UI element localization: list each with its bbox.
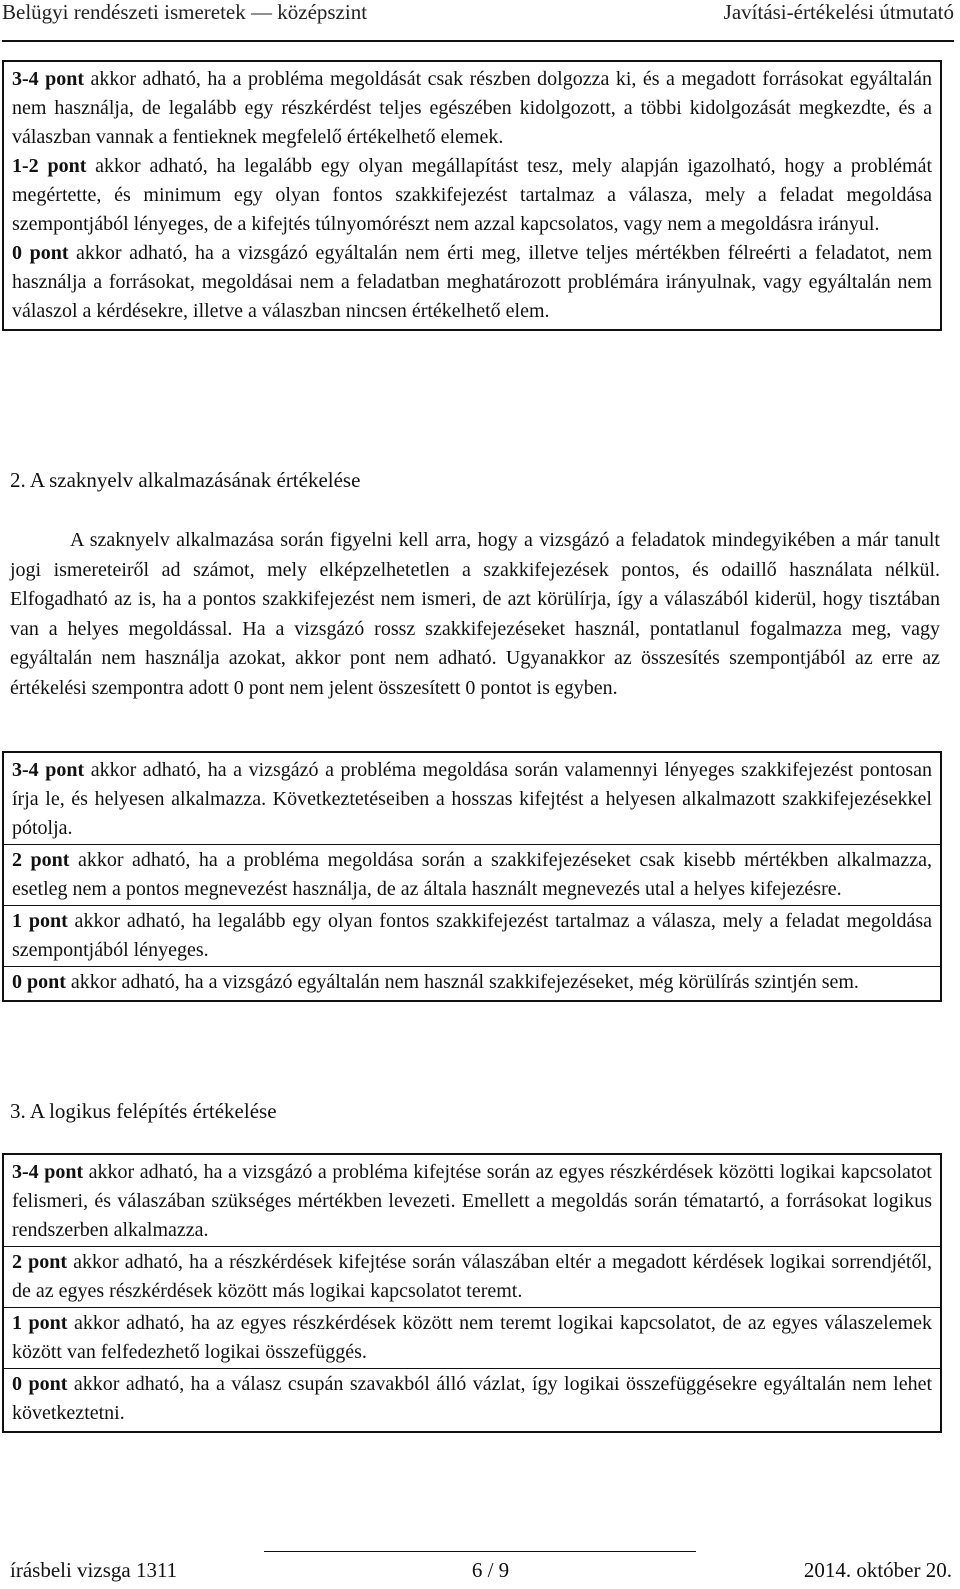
section-2-heading: 2. A szaknyelv alkalmazásának értékelése	[10, 468, 361, 492]
criterion-text: akkor adható, ha legalább egy olyan fontos szakkifejezést tartalmaz a válasza, mely a feladat megoldása szempontjából lényeges.	[12, 910, 932, 961]
criterion-text: akkor adható, ha a vizsgázó egyáltalán nem érti meg, illetve teljes mértékben félreérti a feladatot, nem használja a forrásokat, megoldásai nem a feladatban meghatározott problémára irányulnak, vagy egyáltalán nem válaszol a kérdésekre, illetve a válaszban nincsen értékelhető elem.	[12, 242, 932, 322]
footer-exam-id: írásbeli vizsga 1311	[10, 1558, 178, 1582]
section-3-heading: 3. A logikus felépítés értékelése	[10, 1099, 277, 1123]
points-label: 1 pont	[12, 910, 68, 932]
points-label: 1-2 pont	[12, 155, 87, 177]
header-subject: Belügyi rendészeti ismeretek — középszint	[2, 0, 368, 24]
criterion-row	[12, 907, 932, 965]
criterion-row	[12, 1158, 932, 1245]
criterion-row	[12, 756, 932, 843]
criterion-text: akkor adható, ha a válasz csupán szavakból álló vázlat, így logikai összefüggésekre egyáltalán nem lehet következtetni.	[12, 1373, 933, 1424]
criterion-text: akkor adható, ha a probléma megoldása során a szakkifejezéseket csak kisebb mértékben alkalmazza, esetleg nem a pontos megnevezést használja, de az általa használt megnevezés utal a helyes kifejezésre.	[12, 849, 933, 900]
row-divider	[4, 1368, 940, 1369]
criterion-text: akkor adható, ha a vizsgázó egyáltalán nem használ szakkifejezéseket, még körülírás szintjén sem.	[65, 971, 859, 993]
criterion-text: akkor adható, ha a vizsgázó a probléma kifejtése során az egyes részkérdések közötti logikai kapcsolatot felismeri, és válaszában szükséges mértékben levezeti. Emellett a megoldás során tématartó, a forrásokat logikus rendszerben alkalmazza.	[12, 1161, 932, 1241]
criterion-row	[12, 65, 932, 152]
points-label: 3-4 pont	[12, 68, 85, 90]
criterion-text: akkor adható, ha a vizsgázó a probléma megoldása során valamennyi lényeges szakkifejezést pontosan írja le, és helyesen alkalmazza. Következtetéseiben a hosszas kifejtést a helyesen alkalmazott szakkifejezésekkel pótolja.	[12, 759, 932, 839]
row-divider	[4, 905, 940, 906]
criterion-row	[12, 846, 932, 904]
header-doc-type: Javítási-értékelési útmutató	[723, 0, 954, 24]
criterion-row	[12, 1370, 932, 1428]
points-label: 0 pont	[12, 1373, 68, 1395]
points-label: 3-4 pont	[12, 1161, 84, 1183]
criterion-row	[12, 968, 932, 997]
criterion-row	[12, 239, 932, 326]
points-label: 1 pont	[12, 1312, 68, 1334]
criterion-text: akkor adható, ha a probléma megoldását csak részben dolgozza ki, és a megadott forrásokat egyáltalán nem használja, de legalább egy részkérdést teljes egészében kidolgozott, a többi kidolgozását megkezdte, és a válaszban vannak a fentieknek megfelelő értékelhető elemek.	[12, 68, 932, 148]
points-label: 0 pont	[12, 242, 69, 264]
section-2-intro	[10, 526, 940, 703]
footer-divider	[264, 1551, 696, 1552]
header-divider	[2, 40, 954, 42]
row-divider	[4, 844, 940, 845]
page-footer	[10, 1558, 952, 1583]
criteria-box-1	[2, 60, 942, 331]
criteria-box-2	[2, 751, 942, 1002]
section-2-paragraph: A szaknyelv alkalmazása során figyelni kell arra, hogy a vizsgázó a feladatok mindegyikében a már tanult jogi ismereteiről ad számot, mely elképzelhetetlen a szakkifejezések pontos, és odaillő használata nélkül. Elfogadható az is, ha a pontos szakkifejezést nem ismeri, de azt körülírja, így a válaszából kiderül, hogy tisztában van a helyes megoldással. Ha a vizsgázó rossz szakkifejezéseket használ, pontatlanul fogalmazza meg, vagy egyáltalán nem használja azokat, akkor pont nem adható. Ugyanakkor az összesítés szempontjából az erre az értékelési szempontra adott 0 pont nem jelent összesített 0 pontot is egyben.	[10, 529, 940, 699]
criterion-row	[12, 1248, 932, 1306]
criterion-row	[12, 1309, 932, 1367]
footer-page-number: 6 / 9	[471, 1558, 510, 1582]
row-divider	[4, 1246, 940, 1247]
points-label: 0 pont	[12, 971, 66, 993]
criterion-text: akkor adható, ha legalább egy olyan megállapítást tesz, mely alapján igazolható, hogy a problémát megértette, és minimum egy olyan fontos szakkifejezést tartalmaz a válasza, mely a feladat megoldása szempontjából lényeges, de a kifejtés túlnyomórészt nem azzal kapcsolatos, vagy nem a megoldásra irányul.	[12, 155, 933, 235]
page-header	[2, 0, 954, 32]
criterion-text: akkor adható, ha a részkérdések kifejtése során válaszában eltér a megadott kérdések logikai sorrendjétől, de az egyes részkérdések között más logikai kapcsolatot teremt.	[12, 1251, 933, 1302]
criterion-text: akkor adható, ha az egyes részkérdések között nem teremt logikai kapcsolatot, de az egyes válaszelemek között van felfedezhető logikai összefüggés.	[12, 1312, 933, 1363]
criteria-box-3	[2, 1153, 942, 1433]
footer-date: 2014. október 20.	[803, 1558, 952, 1582]
row-divider	[4, 1307, 940, 1308]
criterion-row	[12, 152, 932, 239]
points-label: 2 pont	[12, 1251, 68, 1273]
points-label: 3-4 pont	[12, 759, 85, 781]
points-label: 2 pont	[12, 849, 70, 871]
row-divider	[4, 966, 940, 967]
